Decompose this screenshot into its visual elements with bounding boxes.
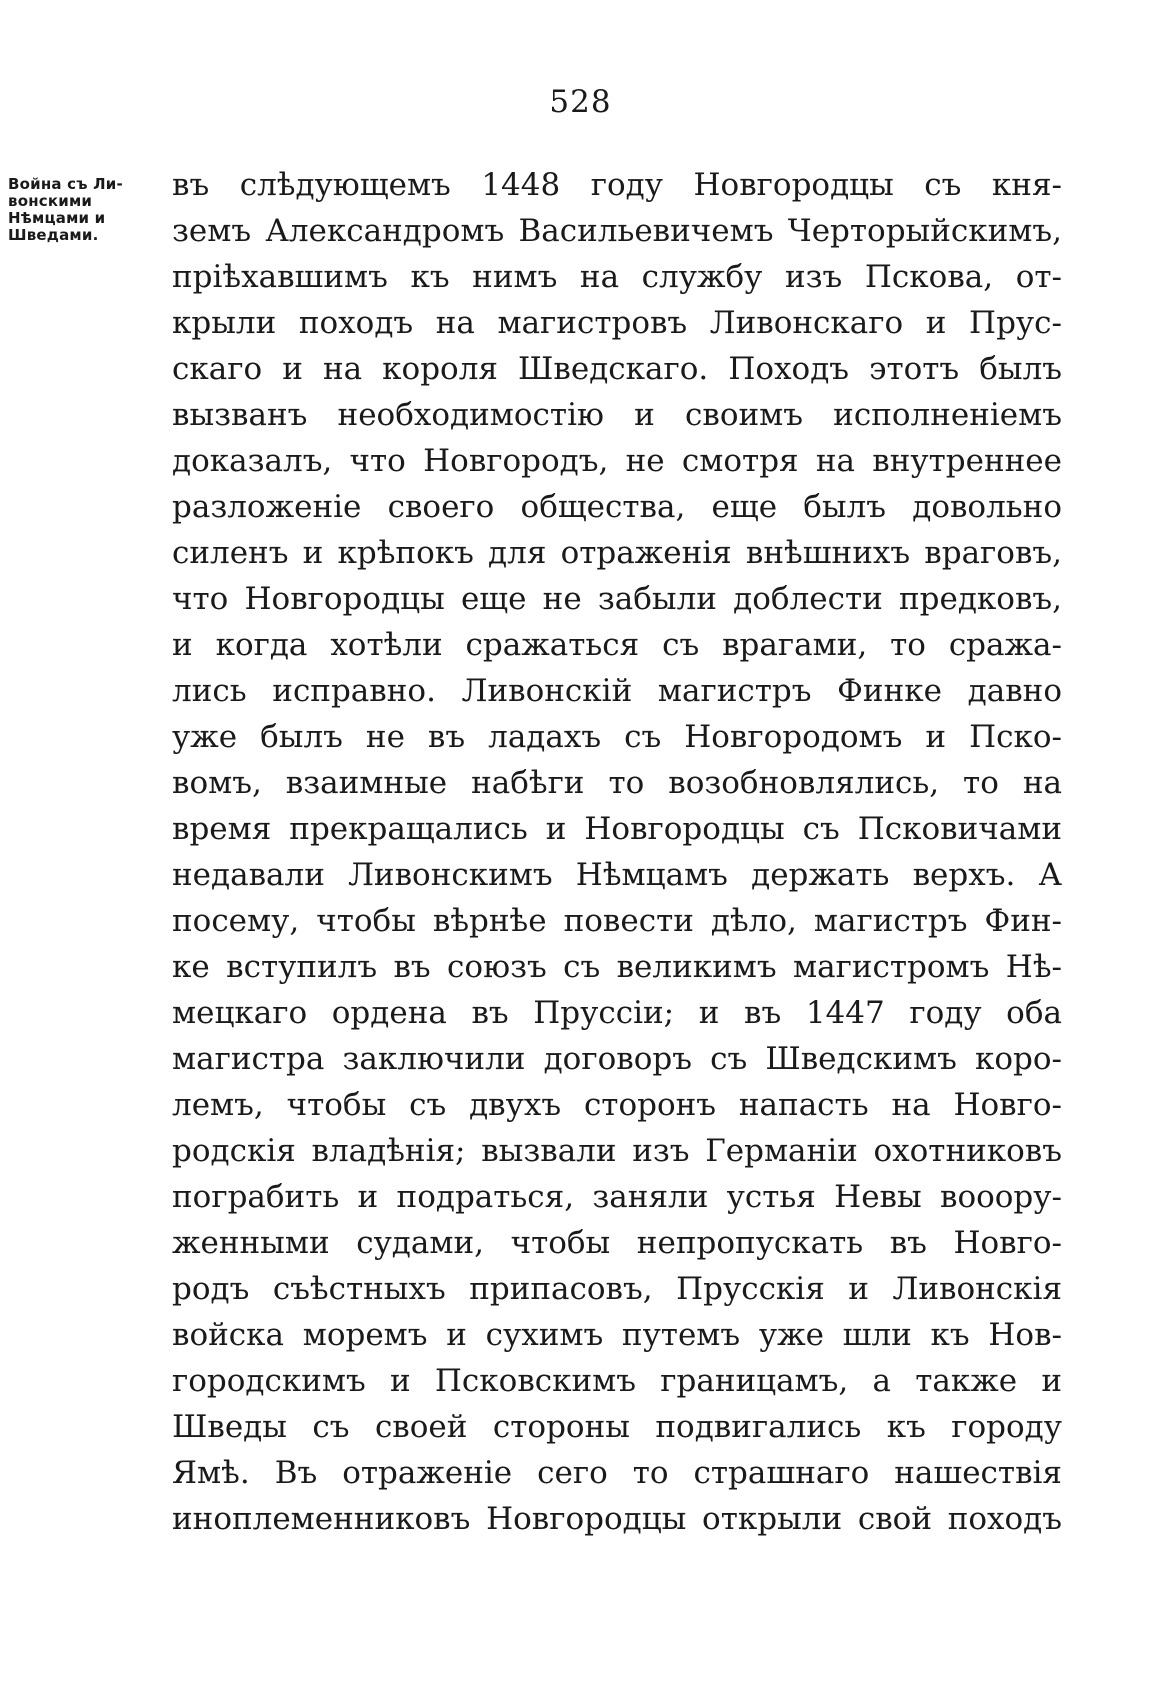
text-line: земъ Александромъ Васильевичемъ Черторыйскимъ, [172,213,1062,249]
text-line: разложеніе своего общества, еще былъ довольно [172,489,1062,525]
text-line: уже былъ не въ ладахъ съ Новгородомъ и Пско- [172,719,1062,755]
text-line: недавали Ливонскимъ Нѣмцамъ держать верхъ. А [172,857,1062,893]
body-text [172,162,1062,1542]
text-line: пограбить и подраться, заняли устья Невы вооору- [172,1179,1062,1215]
text-line: вомъ, взаимные набѣги то возобновлялись, то на [172,765,1062,801]
text-line: и когда хотѣли сражаться съ врагами, то сража- [172,627,1062,663]
marginal-note-line: Война съ Ли- [8,175,123,193]
text-line: лись исправно. Ливонскій магистръ Финке давно [172,673,1062,709]
text-line: городскимъ и Псковскимъ границамъ, а также и [172,1363,1062,1399]
marginal-note-line: вонскими [8,192,93,210]
text-line: родскія владѣнія; вызвали изъ Германіи охотниковъ [172,1133,1062,1169]
text-line: посему, чтобы вѣрнѣе повести дѣло, магистръ Фин- [172,903,1062,939]
marginal-note-line: Нѣмцами и [8,209,106,227]
text-line: доказалъ, что Новгородъ, не смотря на внутреннее [172,443,1062,479]
text-line: пріѣхавшимъ къ нимъ на службу изъ Пскова, от- [172,259,1062,295]
text-line: вызванъ необходимостію и своимъ исполненіемъ [172,397,1062,433]
text-line: время прекращались и Новгородцы съ Псковичами [172,811,1062,847]
text-line: войска моремъ и сухимъ путемъ уже шли къ Нов- [172,1317,1062,1353]
text-line: Ямѣ. Въ отраженіе сего то страшнаго нашествія [172,1455,1062,1491]
marginal-note-line: Шведами. [8,226,99,244]
page-number: 528 [549,84,612,120]
text-line: магистра заключили договоръ съ Шведскимъ коро- [172,1041,1062,1077]
text-line: что Новгородцы еще не забыли доблести предковъ, [172,581,1062,617]
text-line: иноплеменниковъ Новгородцы открыли свой походъ [172,1501,1062,1537]
text-line: мецкаго ордена въ Пруссіи; и въ 1447 году оба [172,995,1062,1031]
text-line: въ слѣдующемъ 1448 году Новгородцы съ кня- [172,167,1062,203]
marginal-note [8,176,166,244]
text-line: крыли походъ на магистровъ Ливонскаго и Прус- [172,305,1062,341]
text-line: ке вступилъ въ союзъ съ великимъ магистромъ Нѣ- [172,949,1062,985]
text-line: лемъ, чтобы съ двухъ сторонъ напасть на Новго- [172,1087,1062,1123]
text-line: Шведы съ своей стороны подвигались къ городу [172,1409,1062,1445]
text-line: родъ съѣстныхъ припасовъ, Прусскія и Ливонскія [172,1271,1062,1307]
text-line: силенъ и крѣпокъ для отраженія внѣшнихъ враговъ, [172,535,1062,571]
text-line: скаго и на короля Шведскаго. Походъ этотъ былъ [172,351,1062,387]
text-line: женными судами, чтобы непропускать въ Новго- [172,1225,1062,1261]
